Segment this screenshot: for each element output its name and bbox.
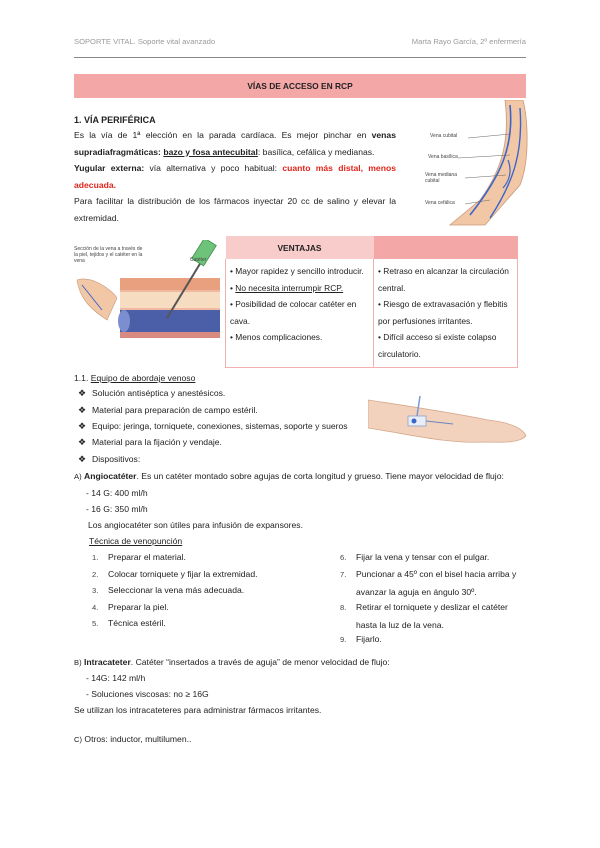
paragraph-1: Es la vía de 1ª elección en la parada cardíaca. Es mejor pinchar en venas supradiafragmáticas: bazo y fosa antecubital: basílica, cefálica y medianas. Yugular externa: vía alternativa y poco habitual: cuanto más distal, menos adecuada. Para facilitar la distribución de los fármacos inyectar 20 cc de salino y elevar la extremidad.: [74, 130, 396, 223]
step-item: 8. Retirar el torniquete y deslizar el catéter hasta la luz de la vena.: [340, 602, 508, 630]
angio-note: Los angiocatéter son útiles para infusión de expansores.: [88, 520, 303, 530]
desventajas-cell: • Retraso en alcanzar la circulación central. • Riesgo de extravasación y flebitis por perfusiones irritantes. • Difícil acceso si existe colapso circulatorio.: [374, 259, 518, 367]
forearm-catheter-photo: [368, 392, 528, 454]
step-item: 6. Fijar la vena y tensar con el pulgar.: [340, 552, 490, 562]
otros-line: C) Otros: inductor, multilumen..: [74, 734, 192, 744]
arm-label: Vena mediana cubital: [425, 172, 457, 184]
list-item: ❖ Dispositivos:: [78, 454, 141, 464]
catheter-label: Catéter: [190, 257, 207, 263]
section-title: 1. VÍA PERIFÉRICA: [74, 115, 156, 125]
list-item: ❖ Material para preparación de campo estéril.: [78, 405, 258, 415]
title-banner: [74, 74, 526, 98]
list-item: ❖ Material para la fijación y vendaje.: [78, 437, 222, 447]
flow-rate: - Soluciones viscosas: no ≥ 16G: [86, 689, 209, 699]
arm-label: Vena cefálica: [425, 200, 455, 206]
ventajas-cell: • Mayor rapidez y sencillo introducir. • No necesita interrumpir RCP. • Posibilidad de colocar catéter en cava. • Menos complicaciones.: [226, 259, 374, 367]
catheter-caption: Sección de la vena a través de la piel, tejidos y el catéter en la vena: [74, 246, 143, 264]
step-item: 5. Técnica estéril.: [92, 618, 166, 628]
tecnica-title: Técnica de venopunción: [89, 536, 183, 546]
angiocateter-line: A) Angiocatéter. Es un catéter montado sobre agujas de corta longitud y grueso. Tiene mayor velocidad de flujo:: [74, 471, 504, 481]
ventajas-header: VENTAJAS: [226, 236, 374, 259]
step-item: 4. Preparar la piel.: [92, 602, 169, 612]
header-left: SOPORTE VITAL. Soporte vital avanzado: [74, 37, 216, 46]
intra-note: Se utilizan los intracateteres para administrar fármacos irritantes.: [74, 705, 322, 715]
flow-rate: - 14 G: 400 ml/h: [86, 488, 148, 498]
header-divider: [74, 57, 526, 58]
step-item: 3. Seleccionar la vena más adecuada.: [92, 585, 245, 595]
arm-label: Vena basílica: [428, 154, 458, 160]
list-item: ❖ Equipo: jeringa, torniquete, conexiones, sistemas, soporte y sueros: [78, 421, 348, 431]
intracateter-line: B) Intracateter. Catéter “insertados a través de aguja” de menor velocidad de flujo:: [74, 657, 390, 667]
desventajas-header: [374, 236, 518, 259]
step-item: 2. Colocar torniquete y fijar la extremidad.: [92, 569, 258, 579]
flow-rate: - 16 G: 350 ml/h: [86, 504, 148, 514]
page-title: VÍAS DE ACCESO EN RCP: [247, 81, 353, 91]
header-right: Marta Rayo García, 2º enfermería: [411, 37, 526, 46]
arm-veins-figure: [410, 100, 530, 230]
equipo-title: 1.1. Equipo de abordaje venoso: [74, 373, 196, 383]
step-item: 7. Puncionar a 45º con el bisel hacia arriba y avanzar la aguja en ángulo 30º.: [340, 569, 517, 597]
arm-label: Vena cubital: [430, 133, 458, 139]
step-item: 1. Preparar el material.: [92, 552, 186, 562]
flow-rate: - 14G: 142 ml/h: [86, 673, 146, 683]
advantages-table: [225, 236, 518, 368]
list-item: ❖ Solución antiséptica y anestésicos.: [78, 388, 226, 398]
step-item: 9. Fijarlo.: [340, 634, 382, 644]
